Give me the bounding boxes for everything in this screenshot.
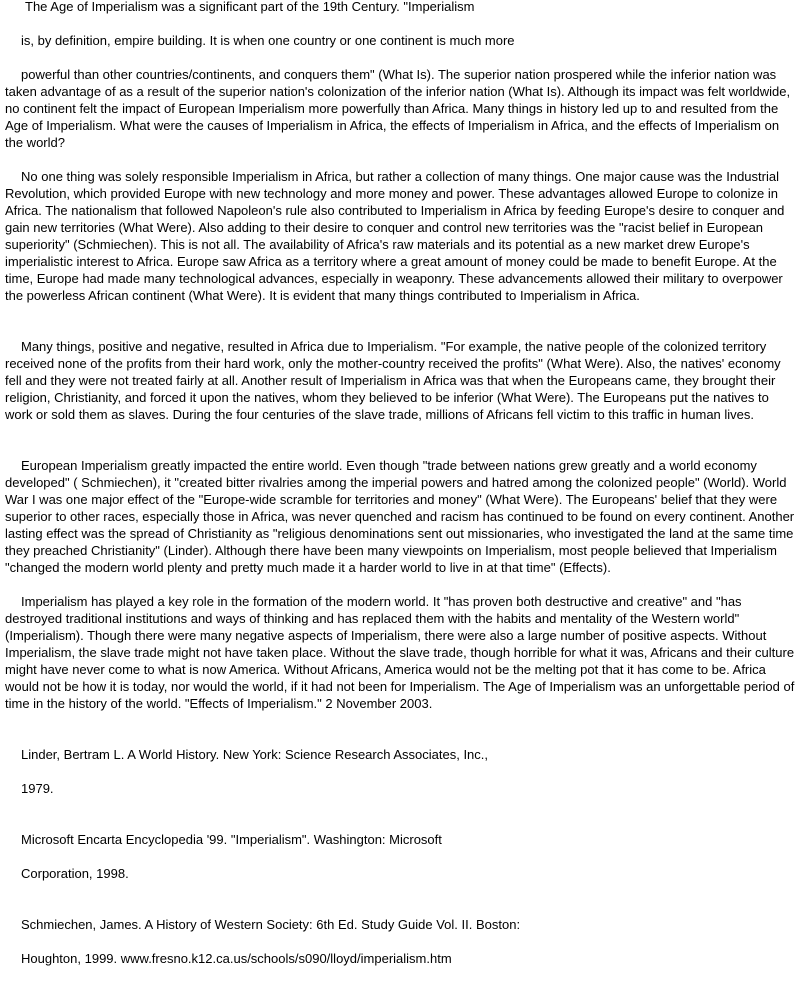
effects-world-paragraph: European Imperialism greatly impacted the entire world. Even though "trade between nations grew greatly and a world economy developed" ( Schmiechen), it "created bitter rivalries among the imperial powers and hatred among the colonized people" (World). World War I was one major effect of the "Europe-wide scramble for territories and money" (What Were). The Europeans' belief that they were superior to other races, especially those in Africa, was never quenched and racism has continued to be found on every continent. Another lasting effect was the spread of Christianity as "religious denominations sent out missionaries, who investigated the land at the same time they preached Christianity" (Linder). Although there have been many viewpoints on Imperialism, most people believed that Imperialism "changed the modern world plenty and pretty much made it a harder world to live in at that time" (Effects). (5, 458, 795, 575)
effects-africa-paragraph: Many things, positive and negative, resulted in Africa due to Imperialism. "For example, the native people of the colonized territory received none of the profits from their hard work, only the mother-country received the profits" (What Were). Also, the natives' economy fell and they were not treated fairly at all. Another result of Imperialism in Africa was that when the Europeans came, they brought their religion, Christianity, and forced it upon the natives, whom they believed to be inferior (What Were). The Europeans put the natives to work or sold them as slaves. During the four centuries of the slave trade, millions of Africans fell victim to this traffic in human lives. (5, 339, 781, 422)
citation-linder-line-1: Linder, Bertram L. A World History. New York: Science Research Associates, Inc., (21, 747, 489, 762)
conclusion-paragraph: Imperialism has played a key role in the formation of the modern world. It "has proven both destructive and creative" and "has destroyed traditional institutions and ways of thinking and has replaced them with the habits and mentality of the Western world" (Imperialism). Though there were many negative aspects of Imperialism, there were also a large number of positive aspects. Without Imperialism, the slave trade might not have taken place. Without the slave trade, though horrible for what it was, Africans and their culture might have never come to what is now America. Without Africans, America would not be the melting pot that it has come to be. Africa would not be how it is today, nor would the world, if it had not been for Imperialism. The Age of Imperialism was an unforgettable period of time in the history of the world. "Effects of Imperialism." 2 November 2003. (5, 594, 795, 711)
citation-encarta-line-2: Corporation, 1998. (21, 866, 129, 881)
causes-paragraph: No one thing was solely responsible Imperialism in Africa, but rather a collection of many things. One major cause was the Industrial Revolution, which provided Europe with new technology and more money and power. These advantages allowed Europe to colonize in Africa. The nationalism that followed Napoleon's rule also contributed to Imperialism in Africa by feeding Europe's desire to conquer and gain new territories (What Were). Also adding to their desire to conquer and control new territories was the "racist belief in European superiority" (Schmiechen). This is not all. The availability of Africa's raw materials and its potential as a new market drew Europe's imperialistic interest to Africa. Europe saw Africa as a territory where a great amount of money could be made to benefit Europe. At the time, Europe had made many technological advances, especially in weaponry. These advancements allowed their military to overpower the powerless African continent (What Were). It is evident that many things contributed to Imperialism in Africa. (5, 169, 785, 303)
intro-paragraph: powerful than other countries/continents, and conquers them" (What Is). The superior nation prospered while the inferior nation was taken advantage of as a result of the superior nation's colonization of the inferior nation (What Is). Although its impact was felt worldwide, no continent felt the impact of European Imperialism more powerfully than Africa. Many things in history led up to and resulted from the Age of Imperialism. What were the causes of Imperialism in Africa, the effects of Imperialism in Africa, and the effects of Imperialism on the world? (5, 67, 791, 150)
citation-encarta-line-1: Microsoft Encarta Encyclopedia '99. "Imperialism". Washington: Microsoft (21, 832, 442, 847)
intro-line-2: is, by definition, empire building. It is when one country or one continent is much more (21, 33, 515, 48)
citation-schmiechen-line-2: Houghton, 1999. www.fresno.k12.ca.us/schools/s090/lloyd/imperialism.htm (21, 951, 452, 966)
citation-schmiechen-line-1: Schmiechen, James. A History of Western Society: 6th Ed. Study Guide Vol. II. Boston: (21, 917, 521, 932)
citation-linder-line-2: 1979. (21, 781, 54, 796)
intro-line-1: The Age of Imperialism was a significant part of the 19th Century. "Imperialism (25, 0, 475, 14)
